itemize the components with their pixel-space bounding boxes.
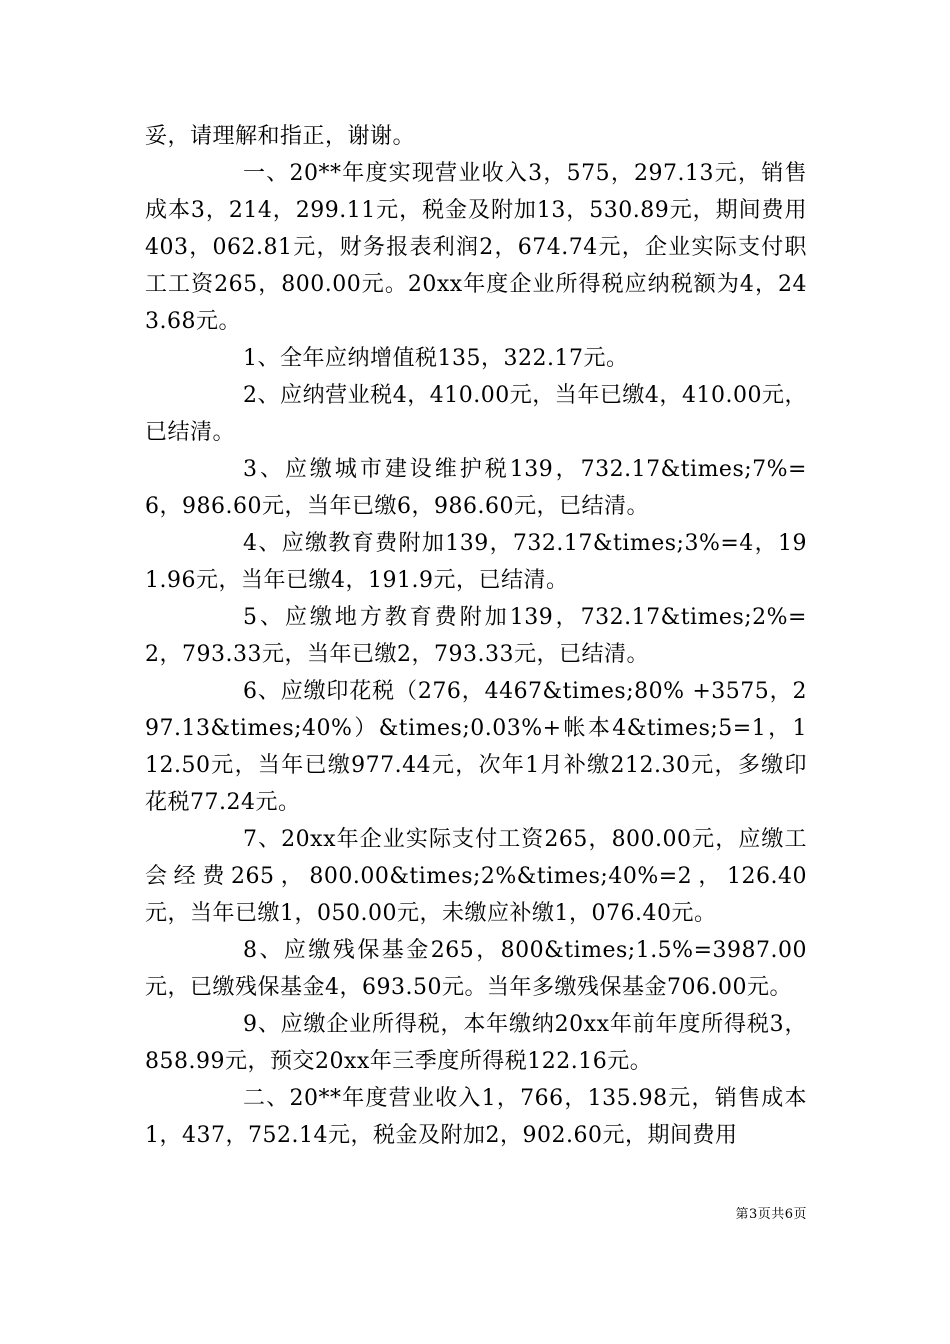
page-number-footer: 第3页共6页	[735, 1207, 807, 1222]
paragraph-item-1: 1、全年应纳增值税135，322.17元。	[243, 346, 629, 371]
paragraph-item-8: 8、应缴残保基金265，800&times;1.5%=3987.00元，已缴残保基金4，693.50元。当年多缴残保基金706.00元。	[145, 938, 807, 1000]
paragraph-item-2: 2、应纳营业税4，410.00元，当年已缴4，410.00元，已结清。	[145, 383, 807, 445]
paragraph-section-one: 一、20**年度实现营业收入3，575，297.13元，销售成本3，214，299.11元，税金及附加13，530.89元，期间费用403，062.81元，财务报表利润2，674.74元，企业实际支付职工工资265，800.00元。20xx年度企业所得税应纳税额为4，243.68元。	[145, 161, 807, 334]
paragraph-item-7: 7、20xx年企业实际支付工资265，800.00元，应缴工会经费265，800.00&times;2%&times;40%=2，126.40元，当年已缴1，050.00元，未缴应补缴1，076.40元。	[145, 827, 807, 926]
paragraph-item-9: 9、应缴企业所得税，本年缴纳20xx年前年度所得税3，858.99元，预交20xx年三季度所得税122.16元。	[145, 1012, 807, 1074]
paragraph-item-5: 5、应缴地方教育费附加139，732.17&times;2%=2，793.33元，当年已缴2，793.33元，已结清。	[145, 605, 807, 667]
paragraph-item-4: 4、应缴教育费附加139，732.17&times;3%=4，191.96元，当年已缴4，191.9元，已结清。	[145, 531, 807, 593]
paragraph-continuation: 妥，请理解和指正，谢谢。	[145, 124, 416, 149]
paragraph-item-3: 3、应缴城市建设维护税139，732.17&times;7%=6，986.60元，当年已缴6，986.60元，已结清。	[145, 457, 807, 519]
paragraph-section-two: 二、20**年度营业收入1，766，135.98元，销售成本1，437，752.14元，税金及附加2，902.60元，期间费用	[145, 1086, 807, 1148]
paragraph-item-6: 6、应缴印花税（276，4467&times;80% +3575，297.13&times;40%）&times;0.03%+帐本4&times;5=1，112.50元，当年已缴977.44元，次年1月补缴212.30元，多缴印花税77.24元。	[145, 679, 807, 815]
document-body	[145, 118, 807, 1154]
